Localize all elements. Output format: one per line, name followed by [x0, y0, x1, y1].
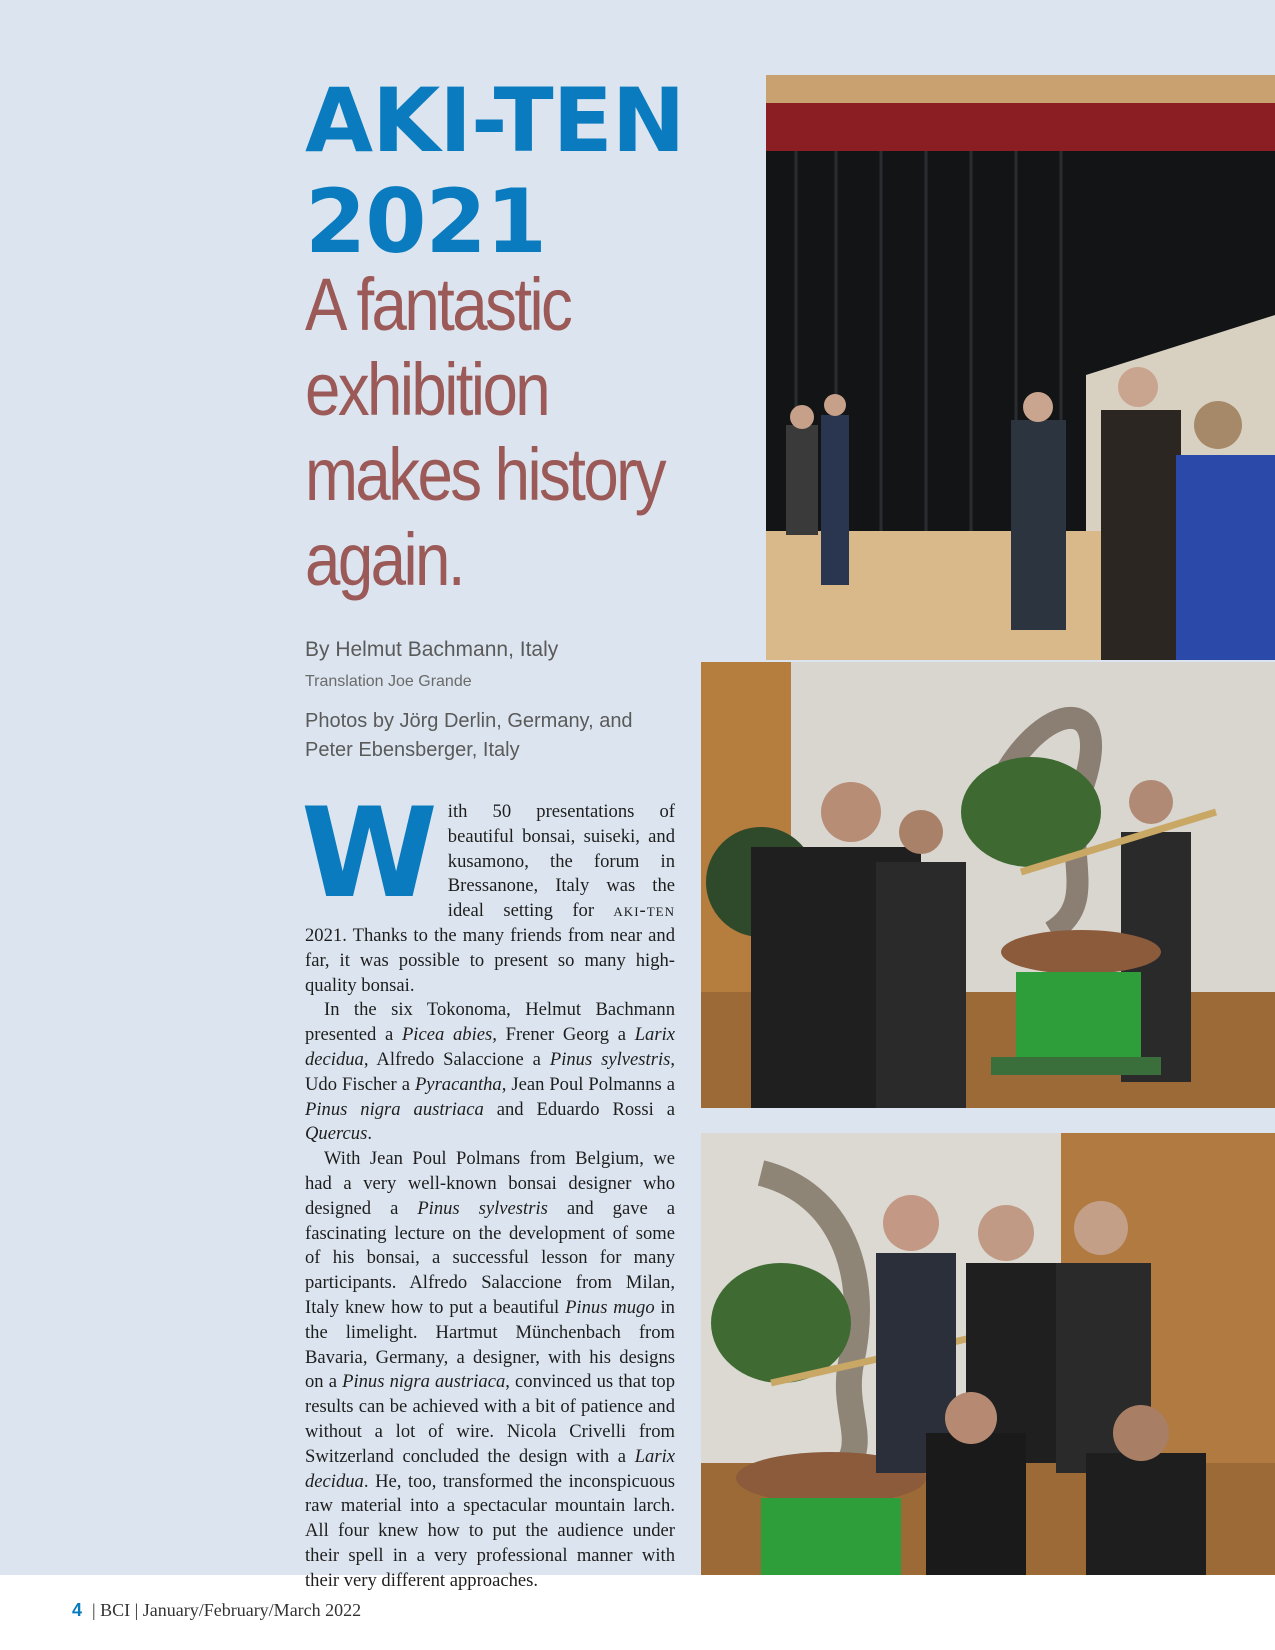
page-footer	[72, 1600, 361, 1621]
species-name: Pinus nigra austriaca	[305, 1098, 484, 1120]
article-body	[301, 782, 676, 1594]
text-run: . He, too, transformed the inconspicuous raw material into a spectacular mountain larch. All four knew how to put the audience under their spell in a very professional manner with their very different approaches.	[305, 1470, 675, 1591]
text-run: With Jean Poul Polmans from Belgium, we had a very well-known bonsai designer who designed a	[305, 1148, 675, 1219]
title-line-2: 2021	[305, 170, 546, 273]
text-run: and gave a fascinating lecture on the development of some of his bonsai, a successful lesson for many participants. Alfredo Salaccione from Milan, Italy knew how to put a beautiful	[305, 1197, 675, 1318]
paragraph-3	[305, 1147, 675, 1593]
text-run: , Udo Fischer a	[305, 1048, 676, 1095]
text-run: .	[367, 1123, 372, 1145]
text-run: ith 50 presentations of beautiful bonsai, suiseki, and kusamono, the forum in Bressanone, Italy was the ideal setting for	[447, 801, 675, 922]
page-number: 4	[72, 1600, 83, 1620]
species-name: Pyracantha	[414, 1073, 502, 1095]
subtitle-line: again.	[305, 518, 463, 601]
paragraph-1	[301, 782, 675, 998]
text-run: , Alfredo Salaccione a	[363, 1048, 550, 1070]
species-name: Pinus sylvestris	[417, 1197, 548, 1219]
photo-bonsai-workshop	[701, 662, 1275, 1108]
drop-cap: W	[301, 782, 434, 926]
subtitle-line: A fantastic	[305, 263, 571, 346]
species-name: Larix decidua	[305, 1024, 676, 1070]
text-run: In the six Tokonoma, Helmut Bachmann presented a	[305, 999, 675, 1046]
text-run: , convinced us that top results can be achieved with a bit of patience and without a lot of wire. Nicola Crivelli from Switzerland concluded the design with a	[305, 1371, 676, 1467]
photo-exhibition-hall	[766, 75, 1275, 660]
species-name: Pinus mugo	[565, 1296, 655, 1318]
species-name: Pinus nigra austriaca	[342, 1371, 506, 1393]
event-name: aki-ten	[613, 900, 675, 922]
title-line-1: AKI-TEN	[305, 69, 685, 172]
species-name: Larix decidua	[305, 1445, 675, 1492]
species-name: Pinus sylvestris	[549, 1048, 671, 1070]
species-name: Picea abies,	[401, 1024, 497, 1046]
text-run: Frener Georg a	[496, 1024, 635, 1046]
text-run: , Jean Poul Polmanns a	[501, 1073, 675, 1095]
text-run: in the limelight. Hartmut Münchenbach from Bavaria, Germany, a designer, with his designs on a	[305, 1296, 675, 1393]
paragraph-2	[305, 998, 675, 1147]
article-subtitle	[305, 262, 666, 602]
photo-group-portrait	[701, 1133, 1275, 1575]
photo-credit: Photos by Jörg Derlin, Germany, and Peter Ebensberger, Italy	[305, 710, 633, 761]
subtitle-line: makes history	[305, 433, 665, 516]
species-name: Quercus	[305, 1123, 368, 1145]
subtitle-line: exhibition	[305, 348, 549, 431]
text-run: 2021. Thanks to the many friends from near and far, it was possible to present so many high-quality bonsai.	[305, 924, 675, 996]
text-run: and Eduardo Rossi a	[483, 1098, 675, 1120]
footer-publication: | BCI | January/February/March 2022	[92, 1600, 362, 1620]
author-byline: By Helmut Bachmann, Italy	[305, 638, 559, 661]
article-title	[305, 70, 705, 272]
translation-credit: Translation Joe Grande	[305, 673, 472, 690]
